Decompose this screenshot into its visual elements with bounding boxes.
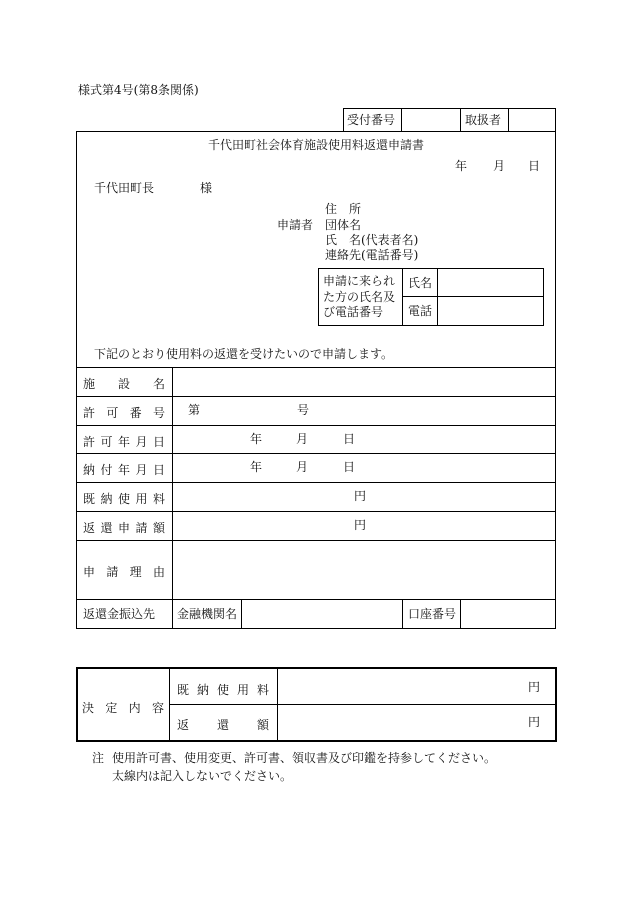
honorific: 様: [200, 181, 213, 195]
decision-refund-unit: 円: [528, 715, 541, 729]
addressee: 千代田町長: [94, 181, 155, 195]
date-day: 日: [528, 159, 541, 173]
permit-date-day: 日: [343, 432, 356, 446]
document-title: 千代田町社会体育施設使用料返還申請書: [208, 138, 425, 152]
permit-number-prefix: 第: [188, 403, 201, 417]
visitor-label-line1: 申請に来られ: [323, 274, 396, 288]
notes-line1: 使用許可書、使用変更、許可書、領収書及び印鑑を持参してください。: [112, 751, 497, 765]
refund-amount-unit: 円: [354, 518, 367, 532]
row-refund-amount-label: 返 還 申 請 額: [83, 521, 165, 535]
statement: 下記のとおり使用料の返還を受けたいので申請します。: [94, 347, 394, 361]
decision-label: 決 定 内 容: [82, 701, 164, 715]
decision-paid-fee-unit: 円: [528, 680, 541, 694]
date-month: 月: [493, 159, 506, 173]
payment-date-day: 日: [343, 460, 356, 474]
permit-number-suffix: 号: [297, 403, 310, 417]
applicant-label: 申請者: [277, 218, 314, 232]
permit-date-year: 年: [250, 432, 263, 446]
notes-prefix: 注: [92, 751, 105, 765]
decision-refund-label: 返 還 額: [177, 718, 269, 732]
visitor-label-line2: た方の氏名及: [323, 290, 396, 304]
row-permit-date-label: 許 可 年 月 日: [83, 435, 165, 449]
paid-fee-unit: 円: [354, 489, 367, 503]
applicant-group-label: 団体名: [325, 218, 362, 232]
payment-date-year: 年: [250, 460, 263, 474]
row-reason-label: 申 請 理 由: [83, 565, 165, 579]
reception-number-label: 受付番号: [347, 113, 396, 127]
row-paid-fee-label: 既 納 使 用 料: [83, 492, 165, 506]
row-payment-date-label: 納 付 年 月 日: [83, 463, 165, 477]
visitor-label-line3: び電話番号: [323, 305, 384, 319]
payment-date-month: 月: [296, 460, 309, 474]
row-bank-label: 返還金振込先: [83, 607, 156, 621]
visitor-name-label: 氏名: [408, 276, 433, 290]
notes-line2: 太線内は記入しないでください。: [112, 769, 293, 783]
applicant-name-label: 氏 名(代表者名): [325, 233, 419, 247]
date-year: 年: [455, 159, 468, 173]
permit-date-month: 月: [296, 432, 309, 446]
row-facility-label: 施 設 名: [83, 377, 165, 391]
row-permit-number-label: 許 可 番 号: [83, 406, 165, 420]
applicant-address-label: 住 所: [325, 202, 362, 216]
account-number-label: 口座番号: [408, 607, 457, 621]
bank-name-label: 金融機関名: [177, 607, 238, 621]
applicant-contact-label: 連絡先(電話番号): [325, 248, 419, 262]
form-id: 様式第4号(第8条関係): [78, 83, 199, 97]
decision-paid-fee-label: 既 納 使 用 料: [177, 683, 269, 697]
handler-label: 取扱者: [465, 113, 502, 127]
visitor-phone-label: 電話: [408, 304, 433, 318]
